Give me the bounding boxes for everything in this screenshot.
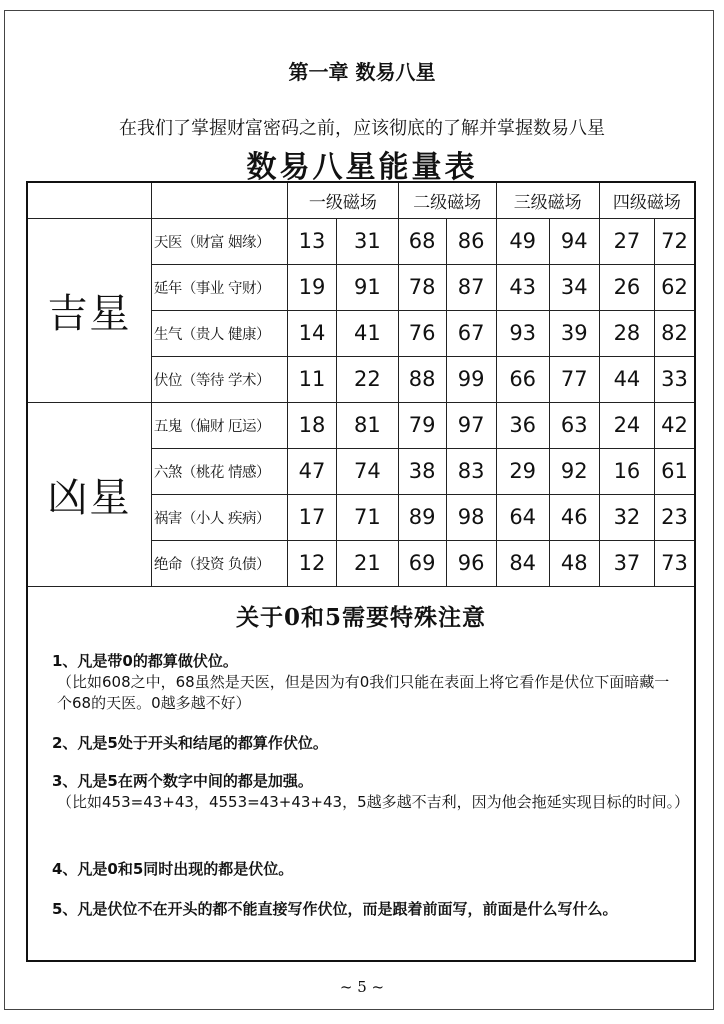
number-cell: 73	[655, 540, 694, 586]
number-cell: 33	[655, 356, 694, 402]
number-cell: 76	[398, 310, 446, 356]
number-cell: 88	[398, 356, 446, 402]
number-cell: 78	[398, 264, 446, 310]
number-cell: 18	[288, 402, 337, 448]
note-head: 4、凡是0和5同时出现的都是伏位。	[52, 860, 294, 878]
number-cell: 43	[496, 264, 549, 310]
star-label: 生气（贵人 健康）	[151, 310, 287, 356]
number-cell: 69	[398, 540, 446, 586]
group-label: 凶星	[28, 402, 151, 586]
note-item	[52, 733, 682, 754]
number-cell: 79	[398, 402, 446, 448]
main-box	[26, 181, 696, 962]
table-header-row	[28, 183, 694, 218]
number-cell: 32	[599, 494, 654, 540]
number-cell: 31	[337, 218, 399, 264]
note-sub: （比如608之中，68虽然是天医，但是因为有0我们只能在表面上将它看作是伏位下面暗藏一个68的天医。0越多越不好）	[57, 673, 670, 712]
group-label: 吉星	[28, 218, 151, 402]
number-cell: 93	[496, 310, 549, 356]
number-cell: 92	[549, 448, 599, 494]
page-number: ~ 5 ~	[339, 978, 385, 996]
number-cell: 39	[549, 310, 599, 356]
number-cell: 29	[496, 448, 549, 494]
energy-table	[28, 183, 694, 587]
number-cell: 61	[655, 448, 694, 494]
table-row	[28, 402, 694, 448]
note-item	[52, 771, 690, 813]
number-cell: 38	[398, 448, 446, 494]
level-header: 三级磁场	[496, 183, 599, 218]
number-cell: 99	[446, 356, 496, 402]
number-cell: 26	[599, 264, 654, 310]
number-cell: 74	[337, 448, 399, 494]
number-cell: 98	[446, 494, 496, 540]
number-cell: 11	[288, 356, 337, 402]
number-cell: 77	[549, 356, 599, 402]
table-row	[28, 218, 694, 264]
number-cell: 71	[337, 494, 399, 540]
star-label: 伏位（等待 学术）	[151, 356, 287, 402]
note-head: 3、凡是5在两个数字中间的都是加强。	[52, 772, 313, 790]
number-cell: 13	[288, 218, 337, 264]
level-header: 四级磁场	[599, 183, 694, 218]
table-title: 数易八星能量表	[246, 150, 478, 185]
number-cell: 68	[398, 218, 446, 264]
number-cell: 36	[496, 402, 549, 448]
number-cell: 27	[599, 218, 654, 264]
number-cell: 44	[599, 356, 654, 402]
number-cell: 28	[599, 310, 654, 356]
number-cell: 42	[655, 402, 694, 448]
number-cell: 96	[446, 540, 496, 586]
star-label: 绝命（投资 负债）	[151, 540, 287, 586]
note-sub: （比如453=43+43，4553=43+43+43，5越多越不吉利，因为他会拖延实现目标的时间。）	[57, 793, 690, 811]
number-cell: 91	[337, 264, 399, 310]
star-label: 六煞（桃花 情感）	[151, 448, 287, 494]
number-cell: 22	[337, 356, 399, 402]
level-header: 二级磁场	[398, 183, 496, 218]
chapter-title: 第一章 数易八星	[288, 60, 436, 84]
number-cell: 63	[549, 402, 599, 448]
header-blank-cell	[28, 183, 151, 218]
number-cell: 37	[599, 540, 654, 586]
number-cell: 89	[398, 494, 446, 540]
note-item	[52, 899, 682, 920]
note-head: 2、凡是5处于开头和结尾的都算作伏位。	[52, 734, 328, 752]
number-cell: 84	[496, 540, 549, 586]
star-label: 祸害（小人 疾病）	[151, 494, 287, 540]
number-cell: 12	[288, 540, 337, 586]
number-cell: 86	[446, 218, 496, 264]
number-cell: 24	[599, 402, 654, 448]
number-cell: 16	[599, 448, 654, 494]
number-cell: 14	[288, 310, 337, 356]
number-cell: 46	[549, 494, 599, 540]
number-cell: 67	[446, 310, 496, 356]
note-item	[52, 651, 682, 714]
number-cell: 87	[446, 264, 496, 310]
number-cell: 66	[496, 356, 549, 402]
number-cell: 21	[337, 540, 399, 586]
notes-section	[28, 581, 694, 918]
star-label: 延年（事业 守财）	[151, 264, 287, 310]
note-head: 5、凡是伏位不在开头的都不能直接写作伏位，而是跟着前面写，前面是什么写什么。	[52, 900, 618, 918]
number-cell: 81	[337, 402, 399, 448]
intro-text: 在我们了掌握财富密码之前，应该彻底的了解并掌握数易八星	[119, 118, 605, 139]
number-cell: 47	[288, 448, 337, 494]
number-cell: 83	[446, 448, 496, 494]
number-cell: 41	[337, 310, 399, 356]
number-cell: 23	[655, 494, 694, 540]
number-cell: 48	[549, 540, 599, 586]
number-cell: 62	[655, 264, 694, 310]
star-label: 五鬼（偏财 厄运）	[151, 402, 287, 448]
notes-title: 关于0和5需要特殊注意	[235, 604, 486, 631]
number-cell: 72	[655, 218, 694, 264]
note-item	[52, 859, 682, 880]
header-blank-cell	[151, 183, 287, 218]
number-cell: 94	[549, 218, 599, 264]
level-header: 一级磁场	[288, 183, 399, 218]
star-label: 天医（财富 姻缘）	[151, 218, 287, 264]
number-cell: 49	[496, 218, 549, 264]
number-cell: 17	[288, 494, 337, 540]
number-cell: 19	[288, 264, 337, 310]
number-cell: 34	[549, 264, 599, 310]
number-cell: 64	[496, 494, 549, 540]
number-cell: 97	[446, 402, 496, 448]
note-head: 1、凡是带0的都算做伏位。	[52, 652, 238, 670]
number-cell: 82	[655, 310, 694, 356]
